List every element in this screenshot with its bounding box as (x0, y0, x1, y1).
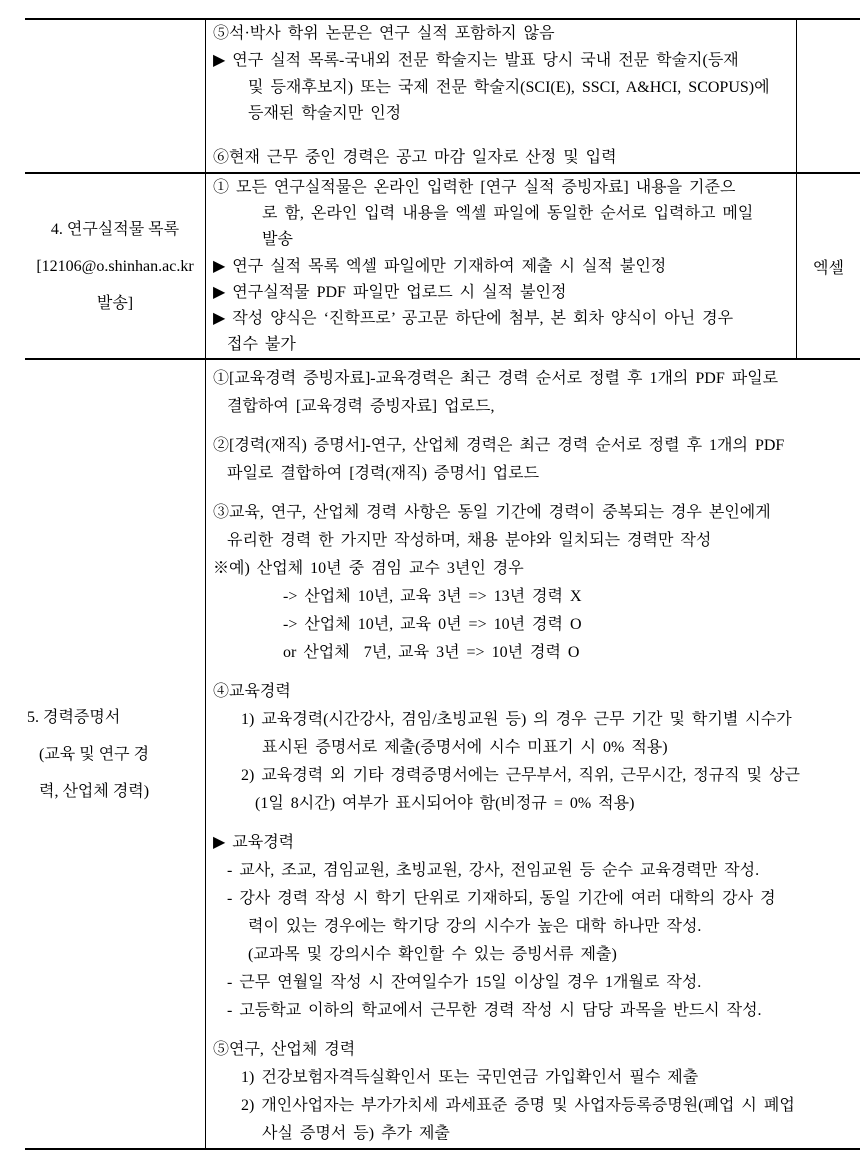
label-line: [12106@o.shinhan.ac.kr (36, 257, 194, 275)
content-line: ▶ 교육경력 (213, 834, 295, 851)
requirements-table (25, 18, 860, 1150)
content-line: - 근무 연월일 작성 시 잔여일수가 15일 이상일 경우 1개월로 작성. (213, 974, 702, 991)
content-line: 유리한 경력 한 가지만 작성하며, 채용 분야와 일치되는 경력만 작성 (213, 532, 712, 549)
label-line: 발송] (96, 294, 134, 312)
content-line: (1일 8시간) 여부가 표시되어야 함(비정규 = 0% 적용) (213, 795, 635, 812)
content-line: 사실 증명서 등) 추가 제출 (213, 1125, 450, 1142)
content-line: 등재된 학술지만 인정 (213, 105, 402, 123)
side-label: 엑셀 (813, 259, 844, 277)
content-line: ②[경력(재직) 증명서]-연구, 산업체 경력은 최근 경력 순서로 정렬 후 1개의 PDF (213, 437, 785, 454)
table-row (25, 360, 860, 1150)
content-line: 1) 건강보험자격득실확인서 또는 국민연금 가입확인서 필수 제출 (213, 1069, 699, 1086)
content-line: ▶ 연구실적물 PDF 파일만 업로드 시 실적 불인정 (213, 283, 567, 301)
content-line: ④교육경력 (213, 683, 291, 700)
content-line: ※예) 산업체 10년 중 겸임 교수 3년인 경우 (213, 560, 524, 577)
content-line: (교과목 및 강의시수 확인할 수 있는 증빙서류 제출) (213, 946, 617, 963)
content-line: 2) 교육경력 외 기타 경력증명서에는 근무부서, 직위, 근무시간, 정규직 및 상근 (213, 767, 801, 784)
content-line: ③교육, 연구, 산업체 경력 사항은 동일 기간에 경력이 중복되는 경우 본인에게 (213, 504, 771, 521)
table-row (25, 20, 860, 174)
content-line: ⑤석·박사 학위 논문은 연구 실적 포함하지 않음 (213, 25, 555, 42)
content-cell (205, 174, 796, 358)
content-line: 접수 불가 (213, 336, 296, 354)
label-line: 력, 산업체 경력) (27, 782, 150, 800)
row-label-cell (25, 20, 205, 172)
content-line: 2) 개인사업자는 부가가치세 과세표준 증명 및 사업자등록증명원(폐업 시 폐업 (213, 1097, 795, 1114)
content-line: 결합하여 [교육경력 증빙자료] 업로드, (213, 398, 495, 415)
content-line: ①[교육경력 증빙자료]-교육경력은 최근 경력 순서로 정렬 후 1개의 PDF 파일로 (213, 370, 779, 387)
table-row (25, 174, 860, 360)
content-line: ▶ 연구 실적 목록-국내외 전문 학술지는 발표 당시 국내 전문 학술지(등재 (213, 51, 739, 69)
content-line: 및 등재후보지) 또는 국제 전문 학술지(SCI(E), SSCI, A&HCI, SCOPUS)에 (213, 78, 770, 96)
content-line: -> 산업체 10년, 교육 3년 => 13년 경력 X (213, 588, 582, 605)
row-label-cell (25, 360, 205, 1148)
content-line: or 산업체 7년, 교육 3년 => 10년 경력 O (213, 644, 580, 661)
content-line: - 교사, 조교, 겸임교원, 초빙교원, 강사, 전임교원 등 순수 교육경력만 작성. (213, 862, 760, 879)
row-label-cell (25, 174, 205, 358)
content-cell (205, 360, 860, 1148)
content-line: 로 함, 온라인 입력 내용을 엑셀 파일에 동일한 순서로 입력하고 메일 (213, 205, 754, 223)
content-line: 력이 있는 경우에는 학기당 강의 시수가 높은 대학 하나만 작성. (213, 918, 702, 935)
content-line: - 강사 경력 작성 시 학기 단위로 기재하되, 동일 기간에 여러 대학의 강사 경 (213, 890, 776, 907)
content-line: - 고등학교 이하의 학교에서 근무한 경력 작성 시 담당 과목을 반드시 작성. (213, 1002, 762, 1019)
content-line: 표시된 증명서로 제출(증명서에 시수 미표기 시 0% 적용) (213, 739, 668, 756)
label-line: (교육 및 연구 경 (27, 745, 150, 763)
content-line: -> 산업체 10년, 교육 0년 => 10년 경력 O (213, 616, 582, 633)
content-line: ⑤연구, 산업체 경력 (213, 1041, 356, 1058)
content-line: 1) 교육경력(시간강사, 겸임/초빙교원 등) 의 경우 근무 기간 및 학기별 시수가 (213, 711, 792, 728)
content-line: ⑥현재 근무 중인 경력은 공고 마감 일자로 산정 및 입력 (213, 149, 617, 167)
label-line: 5. 경력증명서 (27, 708, 121, 726)
content-cell (205, 20, 796, 172)
content-line: 발송 (213, 231, 293, 249)
content-line: ① 모든 연구실적물은 온라인 입력한 [연구 실적 증빙자료] 내용을 기준으 (213, 179, 736, 196)
side-cell (796, 20, 860, 172)
content-line: ▶ 연구 실적 목록 엑셀 파일에만 기재하여 제출 시 실적 불인정 (213, 257, 667, 275)
label-line: 4. 연구실적물 목록 (50, 220, 180, 238)
side-cell (796, 174, 860, 358)
content-line: 파일로 결합하여 [경력(재직) 증명서] 업로드 (213, 465, 540, 482)
content-line: ▶ 작성 양식은 ‘진학프로’ 공고문 하단에 첨부, 본 회차 양식이 아닌 경우 (213, 310, 734, 328)
